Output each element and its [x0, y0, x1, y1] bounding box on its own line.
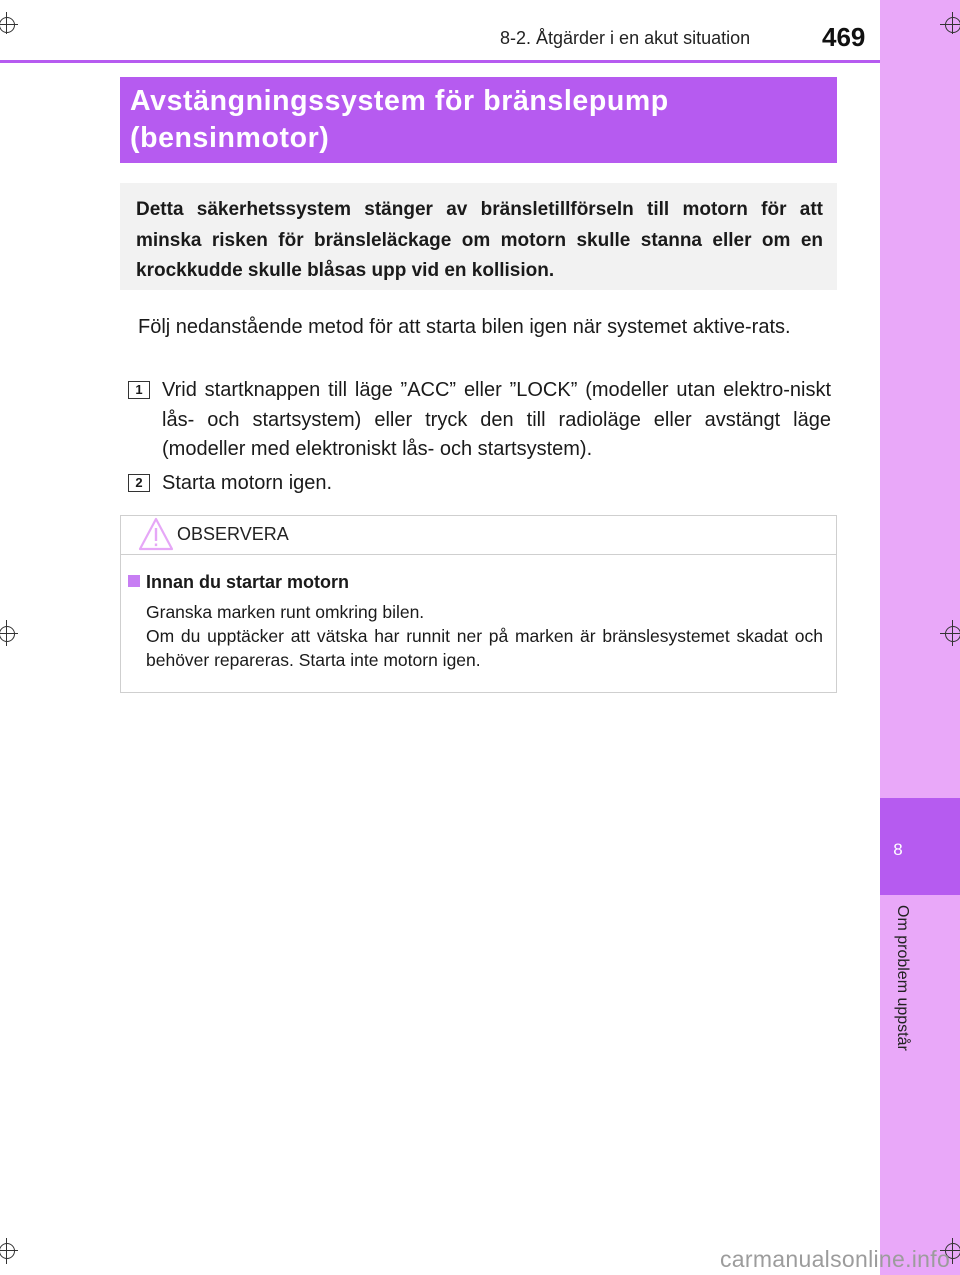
- intro-box: [120, 183, 837, 290]
- page-title: Avstängningssystem för bränslepump (bensinmotor): [130, 85, 669, 154]
- intro-text: Detta säkerhetssystem stänger av bränsletillförseln till motorn för att minska risken för bränsleläckage om motorn skulle stanna eller om en krockkudde skulle blåsas upp vid en kollision.: [136, 199, 823, 281]
- square-bullet-icon: [128, 575, 140, 587]
- header-rule: [0, 60, 880, 63]
- notice-text: [146, 600, 823, 672]
- notice-divider: [121, 554, 836, 555]
- chapter-number: 8: [893, 840, 903, 859]
- notice-label: OBSERVERA: [177, 524, 289, 544]
- notice-heading: Innan du startar motorn: [146, 572, 350, 592]
- notice-line: Granska marken runt omkring bilen.: [146, 602, 425, 622]
- step-1-badge: 1: [128, 381, 150, 399]
- step-2-badge: 2: [128, 474, 150, 492]
- notice-line: Om du upptäcker att vätska har runnit ner på marken är bränslesystemet skadat och behöver repareras. Starta inte motorn igen.: [146, 626, 823, 670]
- title-banner: [120, 77, 837, 163]
- page-number: 469: [822, 22, 866, 52]
- warning-triangle-icon: [138, 517, 174, 551]
- step-1-text: Vrid startknappen till läge ”ACC” eller ”LOCK” (modeller utan elektro-niskt lås- och startsystem) eller tryck den till radioläge eller avstängt läge (modeller med elektroniskt lås- och startsystem).: [162, 379, 831, 460]
- body-paragraph: Följ nedanstående metod för att starta bilen igen när systemet aktive-rats.: [138, 316, 791, 338]
- chapter-title: Om problem uppstår: [894, 905, 911, 1051]
- step-2-text: Starta motorn igen.: [162, 472, 333, 494]
- section-heading: 8-2. Åtgärder i en akut situation: [500, 28, 751, 48]
- watermark: carmanualsonline.info: [720, 1246, 951, 1272]
